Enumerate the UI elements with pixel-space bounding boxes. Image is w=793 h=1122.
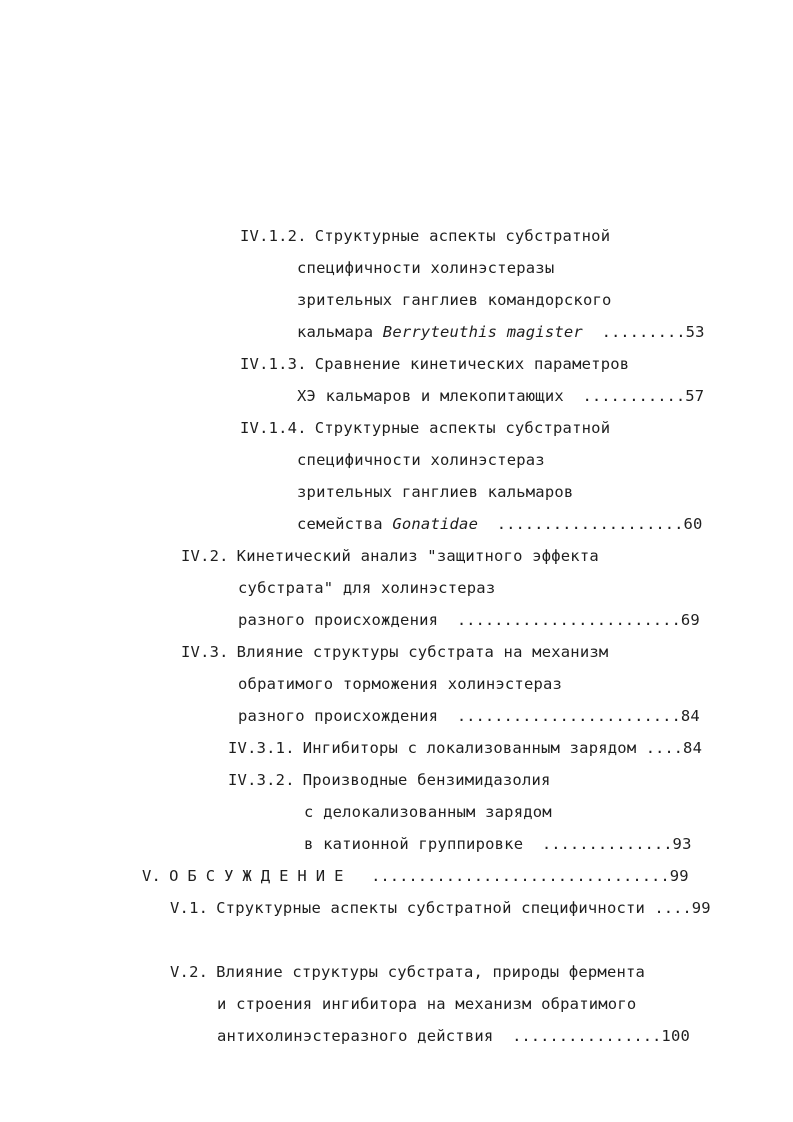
page-number: 93 — [672, 835, 692, 853]
section-number: V.1. — [170, 899, 209, 917]
page-number: 99 — [669, 867, 689, 885]
leader-dots: ........................ — [438, 707, 681, 725]
entry-title-line: и строения ингибитора на механизм обратимого — [217, 995, 637, 1013]
section-number: V.2. — [170, 963, 209, 981]
leader-dots: ........... — [563, 387, 686, 405]
page-number: 100 — [661, 1027, 691, 1045]
page-number: 84 — [683, 739, 703, 757]
page-number: 60 — [683, 515, 703, 533]
page-number: 84 — [680, 707, 700, 725]
section-number: IV.3.1. — [228, 739, 295, 757]
entry-title-line: Влияние структуры субстрата, природы фермента — [216, 963, 646, 981]
chapter-title: ОБСУЖДЕНИЕ — [169, 867, 353, 885]
entry-title-line — [304, 834, 692, 854]
entry-text: разного происхождения — [238, 611, 439, 629]
entry-title-line: Влияние структуры субстрата на механизм — [236, 643, 609, 661]
section-number: V. — [142, 867, 162, 885]
page-number: 57 — [685, 387, 705, 405]
leader-dots: .................... — [478, 515, 684, 533]
entry-title-line — [297, 514, 703, 534]
toc-entry-iv-2 — [181, 546, 599, 566]
toc-entry-v-2 — [170, 962, 645, 982]
entry-title-line: обратимого торможения холинэстераз — [238, 675, 563, 693]
entry-title-line: субстрата" для холинэстераз — [238, 579, 496, 597]
entry-text: Структурные аспекты субстратной специфичности — [216, 899, 646, 917]
entry-title-line: зрительных ганглиев кальмаров — [297, 483, 574, 501]
page-number: 99 — [691, 899, 711, 917]
entry-text: кальмара — [297, 323, 383, 341]
toc-entry-iv-1-2 — [240, 226, 610, 246]
section-number: IV.1.2. — [240, 227, 307, 245]
page-number: 53 — [685, 323, 705, 341]
section-number: IV.1.4. — [240, 419, 307, 437]
leader-dots: .... — [636, 739, 684, 757]
section-number: IV.3.2. — [228, 771, 295, 789]
entry-text: Ингибиторы с локализованным зарядом — [302, 739, 637, 757]
entry-title-line — [238, 610, 700, 630]
entry-text: семейства — [297, 515, 393, 533]
toc-entry-v — [142, 866, 689, 886]
section-number: IV.1.3. — [240, 355, 307, 373]
leader-dots: .... — [645, 899, 692, 917]
leader-dots: ................ — [493, 1027, 662, 1045]
page-number: 69 — [680, 611, 700, 629]
entry-title-line: Производные бензимидазолия — [302, 771, 551, 789]
species-name: Berryteuthis magister — [382, 323, 583, 341]
entry-title-line: с делокализованным зарядом — [304, 803, 552, 821]
entry-text: разного происхождения — [238, 707, 439, 725]
entry-title-line: Структурные аспекты субстратной — [314, 419, 611, 437]
toc-entry-iv-3-1 — [228, 738, 702, 758]
entry-title-line: специфичности холинэстераз — [297, 451, 545, 469]
toc-entry-iv-3-2 — [228, 770, 551, 790]
entry-title-line — [217, 1026, 690, 1046]
entry-text: антихолинэстеразного действия — [217, 1027, 494, 1045]
leader-dots: ........................ — [438, 611, 681, 629]
entry-title-line — [297, 322, 705, 342]
entry-title-line: Сравнение кинетических параметров — [314, 355, 630, 373]
entry-text: в катионной группировке — [304, 835, 524, 853]
toc-entry-iv-3 — [181, 642, 608, 662]
species-name: Gonatidae — [392, 515, 479, 533]
section-number: IV.3. — [181, 643, 229, 661]
entry-title-line: зрительных ганглиев командорского — [297, 291, 612, 309]
toc-entry-iv-1-4 — [240, 418, 610, 438]
entry-title-line: Кинетический анализ "защитного эффекта — [236, 547, 599, 565]
toc-entry-v-1 — [170, 898, 711, 918]
leader-dots: ................................ — [352, 867, 670, 885]
entry-title-line — [238, 706, 700, 726]
toc-entry-iv-1-3 — [240, 354, 629, 374]
entry-title-line: специфичности холинэстеразы — [297, 259, 555, 277]
leader-dots: ......... — [582, 323, 686, 341]
entry-text: ХЭ кальмаров и млекопитающих — [297, 387, 564, 405]
leader-dots: .............. — [523, 835, 673, 853]
entry-title-line — [297, 386, 704, 406]
entry-title-line: Структурные аспекты субстратной — [314, 227, 611, 245]
section-number: IV.2. — [181, 547, 229, 565]
